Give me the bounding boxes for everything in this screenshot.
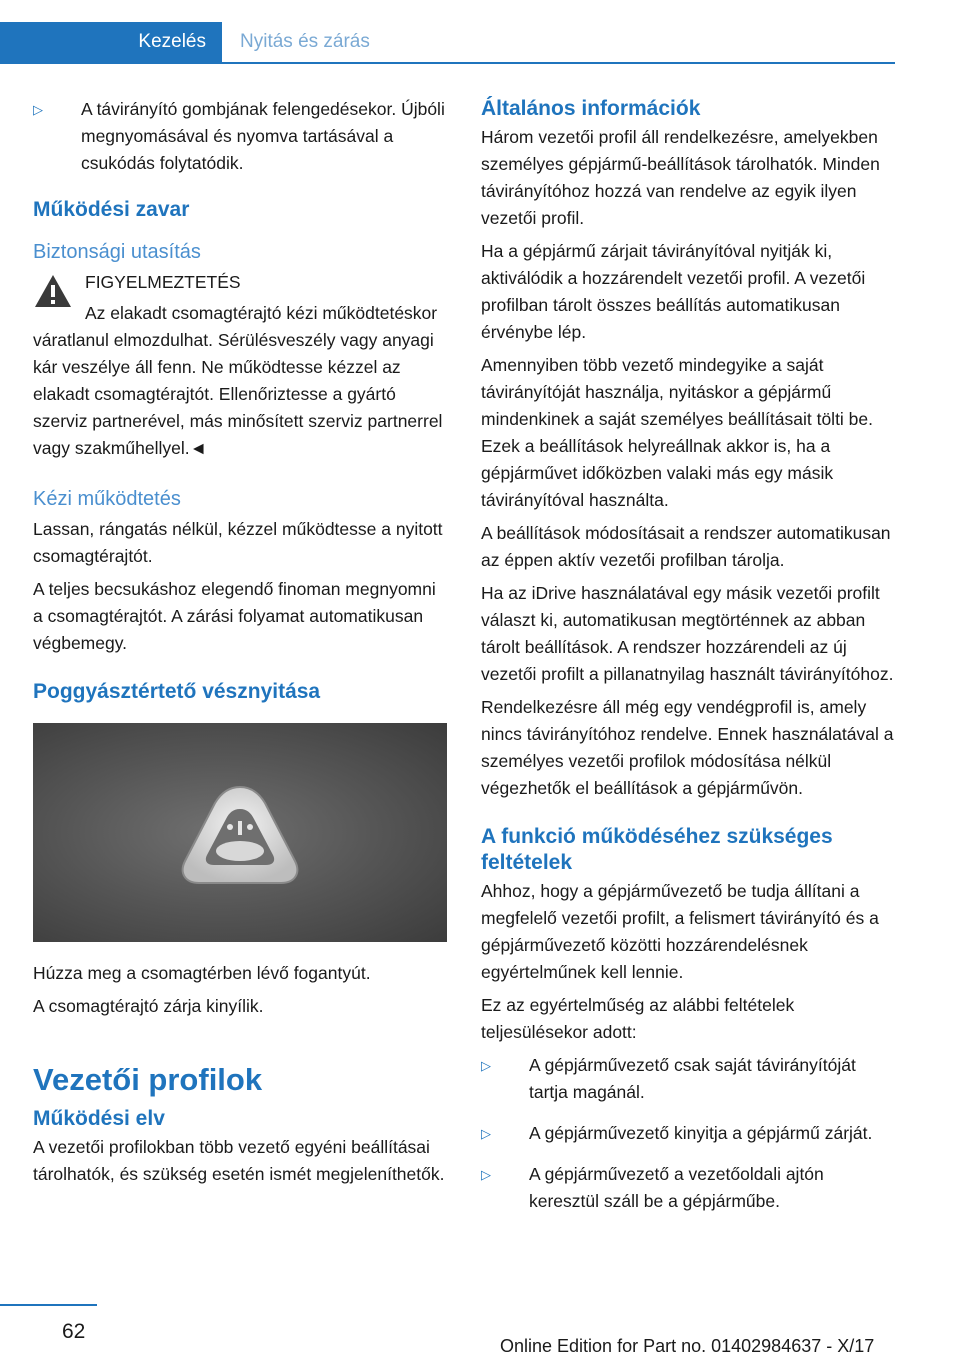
- emergency-paragraph-1: Húzza meg a csomagtérben lévő fogantyút.: [33, 963, 371, 983]
- tab-kezeles-label: Kezelés: [138, 31, 206, 52]
- principle-paragraph: A vezetői profilokban több vezető egyéni beállításai tárolhatók, és szükség esetén ismét megjeleníthetők.: [33, 1137, 445, 1184]
- warning-block: [33, 269, 448, 296]
- right-column: [481, 96, 896, 1221]
- page-number-divider: [0, 1304, 97, 1306]
- left-column: [33, 96, 448, 1194]
- emergency-handle-photo: [33, 723, 447, 942]
- heading-principle: Működési elv: [33, 1107, 165, 1130]
- edition-footer: Online Edition for Part no. 01402984637 - X/17: [500, 1336, 875, 1356]
- general-paragraph-4: A beállítások módosításait a rendszer automatikusan az éppen aktív vezetői profilban tárolja.: [481, 523, 891, 570]
- requirements-paragraph-2: Ez az egyértelműség az alábbi feltételek teljesülésekor adott:: [481, 995, 795, 1042]
- tab-nyitas-es-zaras[interactable]: Nyitás és zárás: [240, 31, 370, 52]
- triangle-bullet-icon: ▷: [33, 102, 43, 117]
- manual-paragraph-2: A teljes becsukáshoz elegendő finoman megnyomni a csomagtérajtót. A zárási folyamat automatikusan végbemegy.: [33, 579, 436, 653]
- general-paragraph-3: Amennyiben több vezető mindegyike a saját távirányítóját használja, nyitáskor a gépjármű mindenkinek a saját személyes beállításait tölti be. Ezek a beállítások helyreállnak akkor is, ha a gépjárművet időközben valaki más egy másik távirányítóval használta.: [481, 355, 874, 510]
- page-number: 62: [62, 1320, 86, 1343]
- heading-malfunction: Működési zavar: [33, 198, 190, 221]
- header-tabbar: [0, 22, 895, 64]
- general-paragraph-1: Három vezetői profil áll rendelkezésre, amelyekben személyes gépjármű-beállítások tárolhatók. Minden távirányítóhoz hozzá van rendelve az egyik ilyen vezetői profil.: [481, 127, 880, 228]
- heading-driver-profiles: Vezetői profilok: [33, 1062, 263, 1097]
- list-item: ▷ A távirányító gombjának felengedésekor. Újbóli megnyomásával és nyomva tartásával a csukódás folytatódik.: [33, 96, 448, 177]
- heading-safety: Biztonsági utasítás: [33, 241, 201, 263]
- general-paragraph-6: Rendelkezésre áll még egy vendégprofil is, amely nincs távirányítóhoz rendelve. Ennek használatával a személyes vezetői profilok módosítása nélkül végezhetők el beállítások a gépjárművön.: [481, 697, 894, 798]
- tab-kezeles[interactable]: [0, 22, 222, 62]
- heading-emergency-release: Poggyásztértető vésznyitása: [33, 680, 321, 703]
- warning-title: FIGYELMEZTETÉS: [85, 272, 241, 292]
- general-paragraph-2: Ha a gépjármű zárjait távirányítóval nyitják ki, aktiválódik a hozzárendelt vezetői profil. A vezetői profilban tárolt összes beállítás automatikusan érvénybe lép.: [481, 241, 866, 342]
- header-divider: [0, 62, 895, 64]
- heading-manual-operation: Kézi működtetés: [33, 488, 181, 510]
- heading-requirements: A funkció működéséhez szükséges feltételek: [481, 825, 833, 874]
- heading-general-info: Általános információk: [481, 97, 701, 120]
- list-item: ▷ A gépjárművezető kinyitja a gépjármű zárját.: [481, 1120, 896, 1147]
- requirements-paragraph-1: Ahhoz, hogy a gépjárművezető be tudja állítani a megfelelő vezetői profilt, a felismert távirányító és a gépjárművezető közötti hozzárendelésnek egyértelműnek kell lennie.: [481, 881, 879, 982]
- triangle-bullet-icon: ▷: [481, 1058, 491, 1073]
- general-paragraph-5: Ha az iDrive használatával egy másik vezetői profilt választ ki, automatikusan megtörténnek az abban tárolt beállítások. A rendszer hozzárendeli az új vezetői profilt a pillanatnyilag használt távirányítóhoz.: [481, 583, 894, 684]
- warning-triangle-icon: [33, 273, 73, 309]
- list-item: ▷ A gépjárművezető csak saját távirányítóját tartja magánál.: [481, 1052, 896, 1106]
- triangle-bullet-icon: ▷: [481, 1167, 491, 1182]
- manual-paragraph-1: Lassan, rángatás nélkül, kézzel működtesse a nyitott csomagtérajtót.: [33, 519, 443, 566]
- warning-text: Az elakadt csomagtérajtó kézi működtetéskor váratlanul elmozdulhat. Sérülésveszély vagy anyagi kár veszélye áll fenn. Ne működtesse kézzel az elakadt csomagtérajtót. Ellenőriztesse a gyártó szerviz partnerével, más minősített szerviz partnerrel vagy szakműhellyel.◄: [33, 303, 443, 458]
- trunk-release-handle-icon: [33, 723, 447, 942]
- triangle-bullet-icon: ▷: [481, 1126, 491, 1141]
- list-item: ▷ A gépjárművezető a vezetőoldali ajtón keresztül száll be a gépjárműbe.: [481, 1161, 896, 1215]
- emergency-paragraph-2: A csomagtérajtó zárja kinyílik.: [33, 996, 264, 1016]
